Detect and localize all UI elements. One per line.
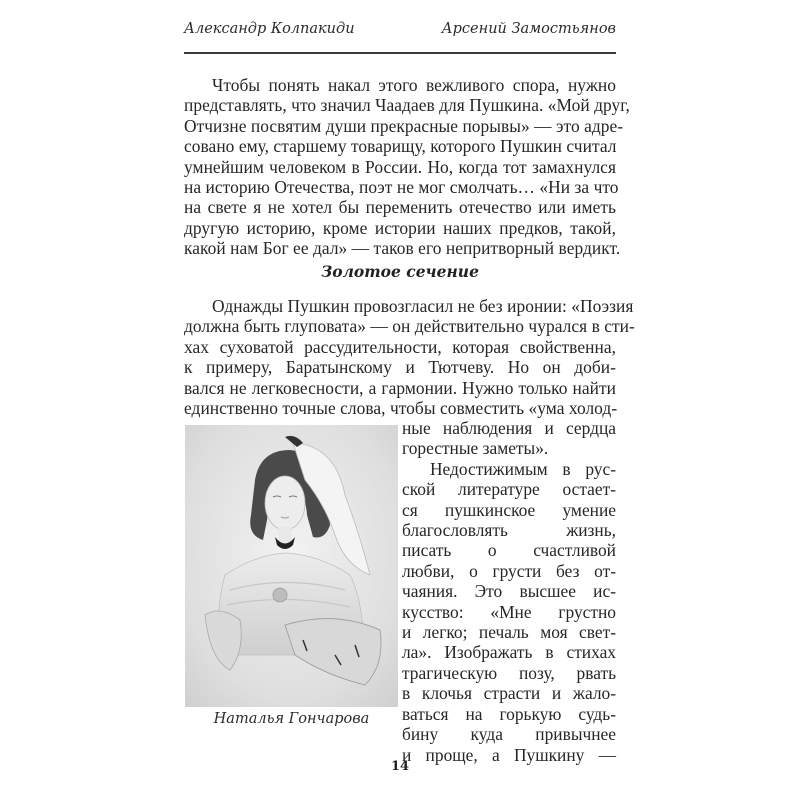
text-line: умнейшим человеком в России. Но, когда тот замахнулся [184,156,616,177]
text-line: и проще, а Пушкину — [402,744,616,765]
text-line: ваться на горькую судь- [402,703,616,724]
text-line: должна быть глуповата» — он действительно чурался в сти- [184,316,635,337]
text-line: единственно точные слова, чтобы совместить «ума холод- [184,398,618,419]
text-line: ла». Изображать в стихах [402,642,616,663]
text-line: к примеру, Баратынскому и Тютчеву. Но он доби- [184,357,616,378]
running-head-author-right: Арсений Замостьянов [441,21,616,37]
page-number: 14 [390,759,410,774]
text-line: горестные заметы». [402,438,549,459]
text-line: ные наблюдения и сердца [402,418,616,438]
text-line: на свете я не хотел бы переменить отечество или иметь [184,197,616,218]
text-line: и легко; печаль моя свет- [402,622,616,643]
text-line: писать о счастливой [402,540,616,561]
text-line: благословлять жизнь, [402,520,616,541]
text-line: совано ему, старшему товарищу, которого Пушкин считал [184,136,617,157]
text-line: ся пушкинское умение [402,499,616,520]
text-line: Отчизне посвятим души прекрасные порывы» — это адре- [184,115,624,136]
text-line: представлять, что значил Чаадаев для Пушкина. «Мой друг, [184,95,630,116]
text-line: в клочья страсти и жало- [402,683,616,704]
text-line: бину куда привычнее [402,724,616,745]
text-line: вался не легковесности, а гармонии. Нужно только найти [184,377,616,398]
text-line: какой нам Бог ее дал» — таков его непритворный вердикт. [184,238,621,259]
portrait-engraving-illustration [185,425,398,707]
book-page [184,0,635,800]
paragraph-2 [184,296,635,419]
running-head [184,21,616,45]
figure-caption: Наталья Гончарова [213,711,370,727]
paragraph-1 [184,75,630,259]
text-line: трагическую позу, рвать [402,662,616,683]
text-line: другую историю, кроме истории наших предков, такой, [184,217,616,238]
text-line: Чтобы понять накал этого вежливого спора, нужно [212,75,616,95]
paragraph-3-column [402,418,616,765]
portrait-image [185,425,398,707]
header-rule [184,52,616,54]
text-line: чаяния. Это высшее ис- [402,581,616,602]
text-line: кусство: «Мне грустно [402,601,616,622]
text-line: Недостижимым в рус- [430,458,616,479]
text-line: ской литературе остает- [402,479,616,500]
text-line: Однажды Пушкин провозгласил не без иронии: «Поэзия [212,296,634,316]
section-heading: Золотое сечение [321,262,479,281]
text-line: хах суховатой рассудительности, которая свойственна, [184,336,616,357]
text-line: любви, о грусти без от- [402,560,616,581]
text-line: на историю Отечества, поэт не мог смолчать… «Ни за что [184,177,619,198]
running-head-author-left: Александр Колпакиди [184,21,355,37]
